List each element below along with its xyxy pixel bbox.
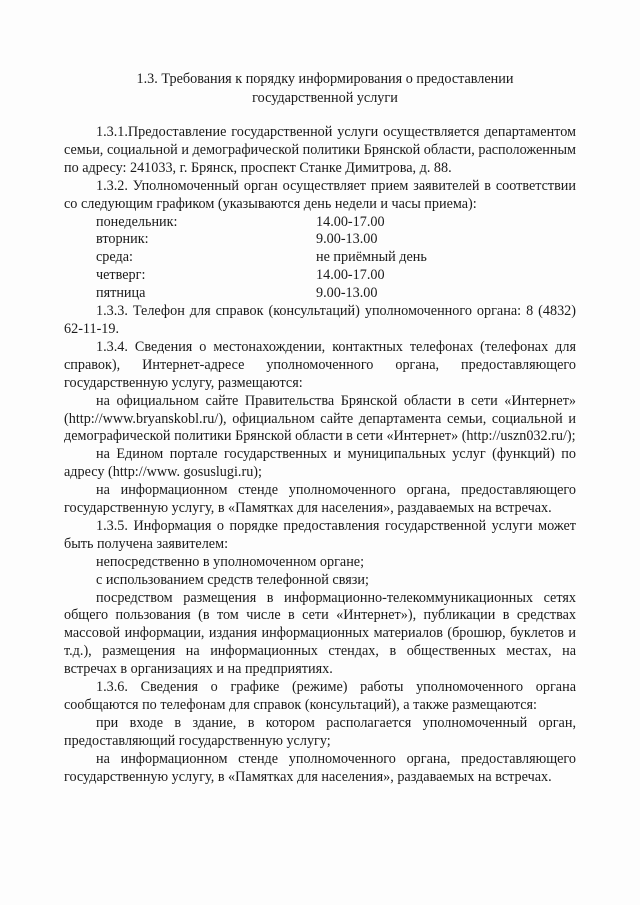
paragraph-1-3-6: 1.3.6. Сведения о графике (режиме) работы уполномоченного органа сообщаются по телефонам для справок (консультаций), а также размещаются: bbox=[64, 679, 576, 713]
schedule-day: четверг: bbox=[96, 267, 146, 284]
schedule-time: 14.00-17.00 bbox=[316, 213, 385, 230]
paragraph-1-3-5-direct: непосредственно в уполномоченном органе; bbox=[96, 553, 365, 570]
schedule-row bbox=[96, 214, 576, 232]
schedule-day: вторник: bbox=[96, 231, 149, 248]
heading-line-1: 1.3. Требования к порядку информирования о предоставлении bbox=[136, 71, 514, 87]
paragraph-1-3-1: 1.3.1.Предоставление государственной услуги осуществляется департаментом семьи, социальной и демографической политики Брянской области, расположенным по адресу: 241033, г. Брянск, проспект Станке Димитрова, д. 88. bbox=[64, 124, 576, 176]
paragraph-1-3-5-phone: с использованием средств телефонной связи; bbox=[96, 571, 369, 588]
schedule-row bbox=[96, 231, 576, 249]
schedule-day: среда: bbox=[96, 249, 133, 266]
paragraph-1-3-4: 1.3.4. Сведения о местонахождении, контактных телефонах (телефонах для справок), Интернет-адресе уполномоченного органа, предоставляющего государственную услугу, размещаются: bbox=[64, 338, 576, 391]
heading-line-2: государственной услуги bbox=[252, 90, 398, 106]
paragraph-1-3-5-networks: посредством размещения в информационно-телекоммуникационных сетях общего пользования (в том числе в сети «Интернет»), публикации в средствах массовой информации, издания информационных материалов (брошюр, буклетов и т.д.), размещения на информационных стендах, в общественных местах, на встречах в организациях и на предприятиях. bbox=[64, 589, 576, 678]
paragraph-1-3-3: 1.3.3. Телефон для справок (консультаций) уполномоченного органа: 8 (4832) 62-11-19. bbox=[64, 303, 576, 337]
paragraph-1-3-4-info-stand: на информационном стенде уполномоченного органа, предоставляющего государственную услугу, в «Памятках для населения», раздаваемых на встречах. bbox=[64, 482, 576, 517]
schedule-time: 9.00-13.00 bbox=[316, 231, 378, 248]
schedule-time: 14.00-17.00 bbox=[316, 267, 385, 284]
section-heading bbox=[120, 70, 530, 108]
paragraph-1-3-6-entrance: при входе в здание, в котором располагается уполномоченный орган, предоставляющий государственную услугу; bbox=[64, 714, 576, 749]
paragraph-1-3-4-official-site: на официальном сайте Правительства Брянской области в сети «Интернет» (http://www.bryanskobl.ru/), официальном сайте департамента семьи, социальной и демографической политики Брянской области в сети «Интернет» (http://uszn032.ru/); bbox=[64, 392, 576, 445]
schedule-time: не приёмный день bbox=[316, 249, 427, 266]
schedule-row bbox=[96, 267, 576, 285]
document-body bbox=[64, 124, 576, 787]
schedule-day: понедельник: bbox=[96, 213, 178, 230]
paragraph-1-3-5: 1.3.5. Информация о порядке предоставления государственной услуги может быть получена заявителем: bbox=[64, 517, 576, 552]
reception-schedule bbox=[64, 214, 576, 304]
schedule-row bbox=[96, 285, 576, 303]
paragraph-1-3-6-info-stand: на информационном стенде уполномоченного органа, предоставляющего государственную услугу, в «Памятках для населения», раздаваемых на встречах. bbox=[64, 750, 576, 785]
schedule-day: пятница bbox=[96, 285, 146, 302]
schedule-row bbox=[96, 249, 576, 267]
paragraph-1-3-4-unified-portal: на Едином портале государственных и муниципальных услуг (функций) по адресу (http://www. gosuslugi.ru); bbox=[64, 446, 576, 481]
schedule-time: 9.00-13.00 bbox=[316, 285, 378, 302]
paragraph-1-3-2: 1.3.2. Уполномоченный орган осуществляет прием заявителей в соответствии со следующим графиком (указываются день недели и часы приема): bbox=[64, 177, 576, 212]
